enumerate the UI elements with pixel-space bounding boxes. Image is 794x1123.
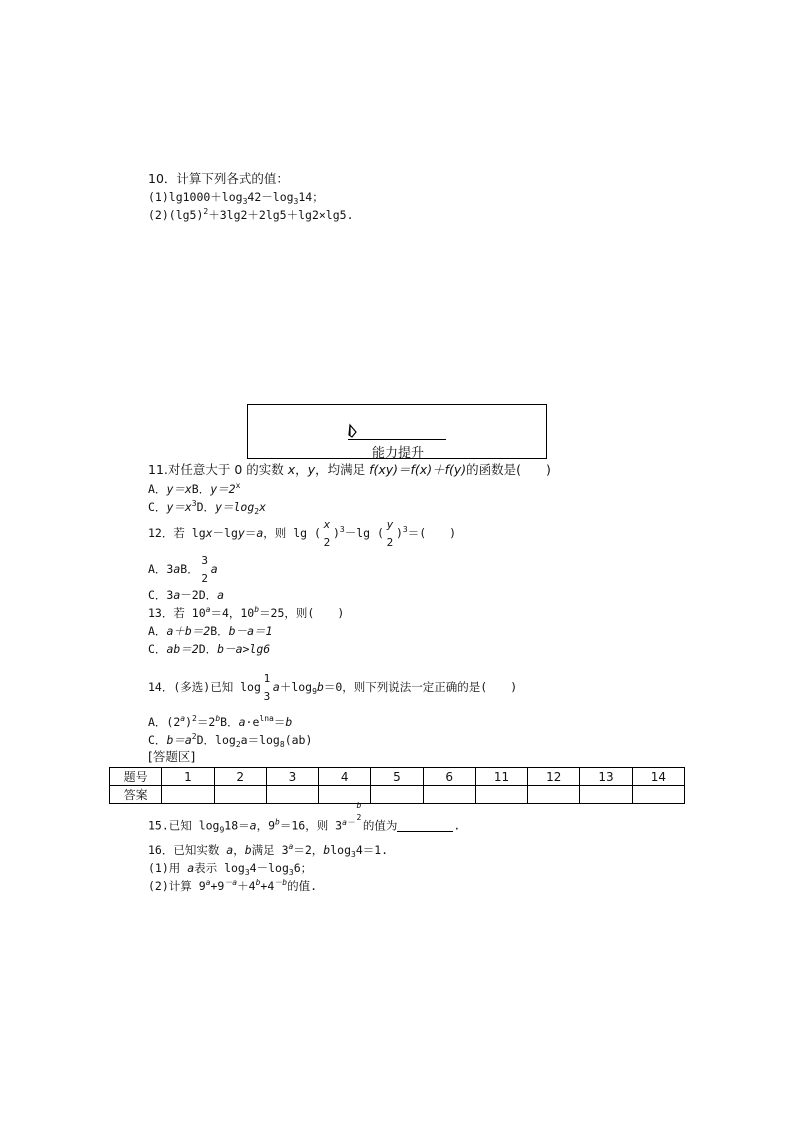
- question-number-header: 题号: [110, 768, 162, 786]
- answer-cell[interactable]: [528, 786, 580, 804]
- answer-table: [109, 767, 685, 804]
- question-number-cell: 13: [580, 768, 632, 786]
- q12-options-ab: A．3aB． 3 2 a: [148, 553, 218, 585]
- q14-options-cd: C．$b=a^2D$．$\log_2a=\log_8(ab)$: [148, 732, 313, 749]
- question-number-cell: 12: [528, 768, 580, 786]
- answer-cell[interactable]: [266, 786, 318, 804]
- q16-stem: 16．已知实数 a，b满足 $3^a=2$，blog$_3$4＝1.: [148, 842, 389, 859]
- q15-stem: 15.已知 $\log_918=a$，$9^b=16$，则 $3^{a- b 2}$ 的值为 .: [148, 801, 461, 835]
- section-banner: [247, 404, 547, 459]
- question-number-cell: 6: [423, 768, 475, 786]
- q12-fraction-three-halves: 3 2: [201, 553, 209, 585]
- banner-title: 能力提升: [371, 446, 424, 461]
- answer-cell[interactable]: [423, 786, 475, 804]
- q12-options-cd: C．3a－2D．a: [148, 588, 225, 602]
- answer-cell[interactable]: [162, 786, 214, 804]
- q13-stem: 13．若 $10^a=4$，$10^b=25$，则( ): [148, 605, 345, 620]
- q11-options-cd: C．$y=x^3D$．$y=\log_2x$: [148, 499, 267, 516]
- q12-fraction-y: y 2: [386, 517, 394, 549]
- q16-part2: (2)计算 $9^a+9^{-a}+4^b+4^{-b}$的值.: [148, 878, 318, 893]
- answer-cell[interactable]: [632, 786, 684, 804]
- q11-stem: 11.对任意大于 0 的实数 x，y，均满足 f(xy)＝f(x)＋f(y)的函数是( ): [148, 462, 551, 477]
- answer-area-label: [答题区]: [148, 749, 196, 764]
- answer-cell[interactable]: [214, 786, 266, 804]
- q10-part1: $(1)\lg 1000+\log_342-\log_314$；: [148, 190, 324, 206]
- q10-part2: $(2)(\lg 5)^2+3\lg 2+2\lg 5+\lg 2\times\lg 5$.: [148, 207, 354, 222]
- banner-rule: [348, 439, 446, 440]
- question-number-cell: 3: [266, 768, 318, 786]
- question-number-cell: 11: [475, 768, 527, 786]
- q15-answer-blank[interactable]: [397, 819, 453, 832]
- question-number-cell: 5: [371, 768, 423, 786]
- q14-fraction-one-third: 1 3: [263, 671, 271, 703]
- q14-stem: 14．(多选)已知 log 1 3 $a+\log_9b=0$，则下列说法一定正确的是( ): [148, 671, 518, 703]
- q15-exponent-fraction: b 2: [356, 801, 362, 822]
- q11-options-ab: A．y＝xB．$y=2^x$: [148, 481, 241, 496]
- q13-options-ab: A．a＋b＝2B．b－a＝1: [148, 624, 273, 638]
- q13-options-cd: C．ab＝2D．b－a>lg6: [148, 642, 271, 656]
- answer-row-header: 答案: [110, 786, 162, 804]
- question-number-cell: 2: [214, 768, 266, 786]
- q10-title: 10．计算下列各式的值：: [148, 171, 289, 186]
- answer-table-header-row: [110, 768, 685, 786]
- question-number-cell: 4: [319, 768, 371, 786]
- question-number-cell: 14: [632, 768, 684, 786]
- answer-cell[interactable]: [319, 786, 371, 804]
- question-number-cell: 1: [162, 768, 214, 786]
- answer-cell[interactable]: [371, 786, 423, 804]
- q12-fraction-x: x 2: [323, 517, 331, 549]
- answer-table-answer-row: [110, 786, 685, 804]
- q12-stem: 12．若 lgx－lgy＝a，则 lg ( x 2 )$^3$－lg ( y 2 )$^3$＝( ): [148, 517, 457, 549]
- answer-cell[interactable]: [580, 786, 632, 804]
- q16-part1: (1)用 a表示 $\log_34-\log_36$；: [148, 861, 313, 877]
- q14-options-ab: A．$(2^a)^2=2^bB$．$a\cdot e^{lna}=b$: [148, 714, 293, 729]
- answer-cell[interactable]: [475, 786, 527, 804]
